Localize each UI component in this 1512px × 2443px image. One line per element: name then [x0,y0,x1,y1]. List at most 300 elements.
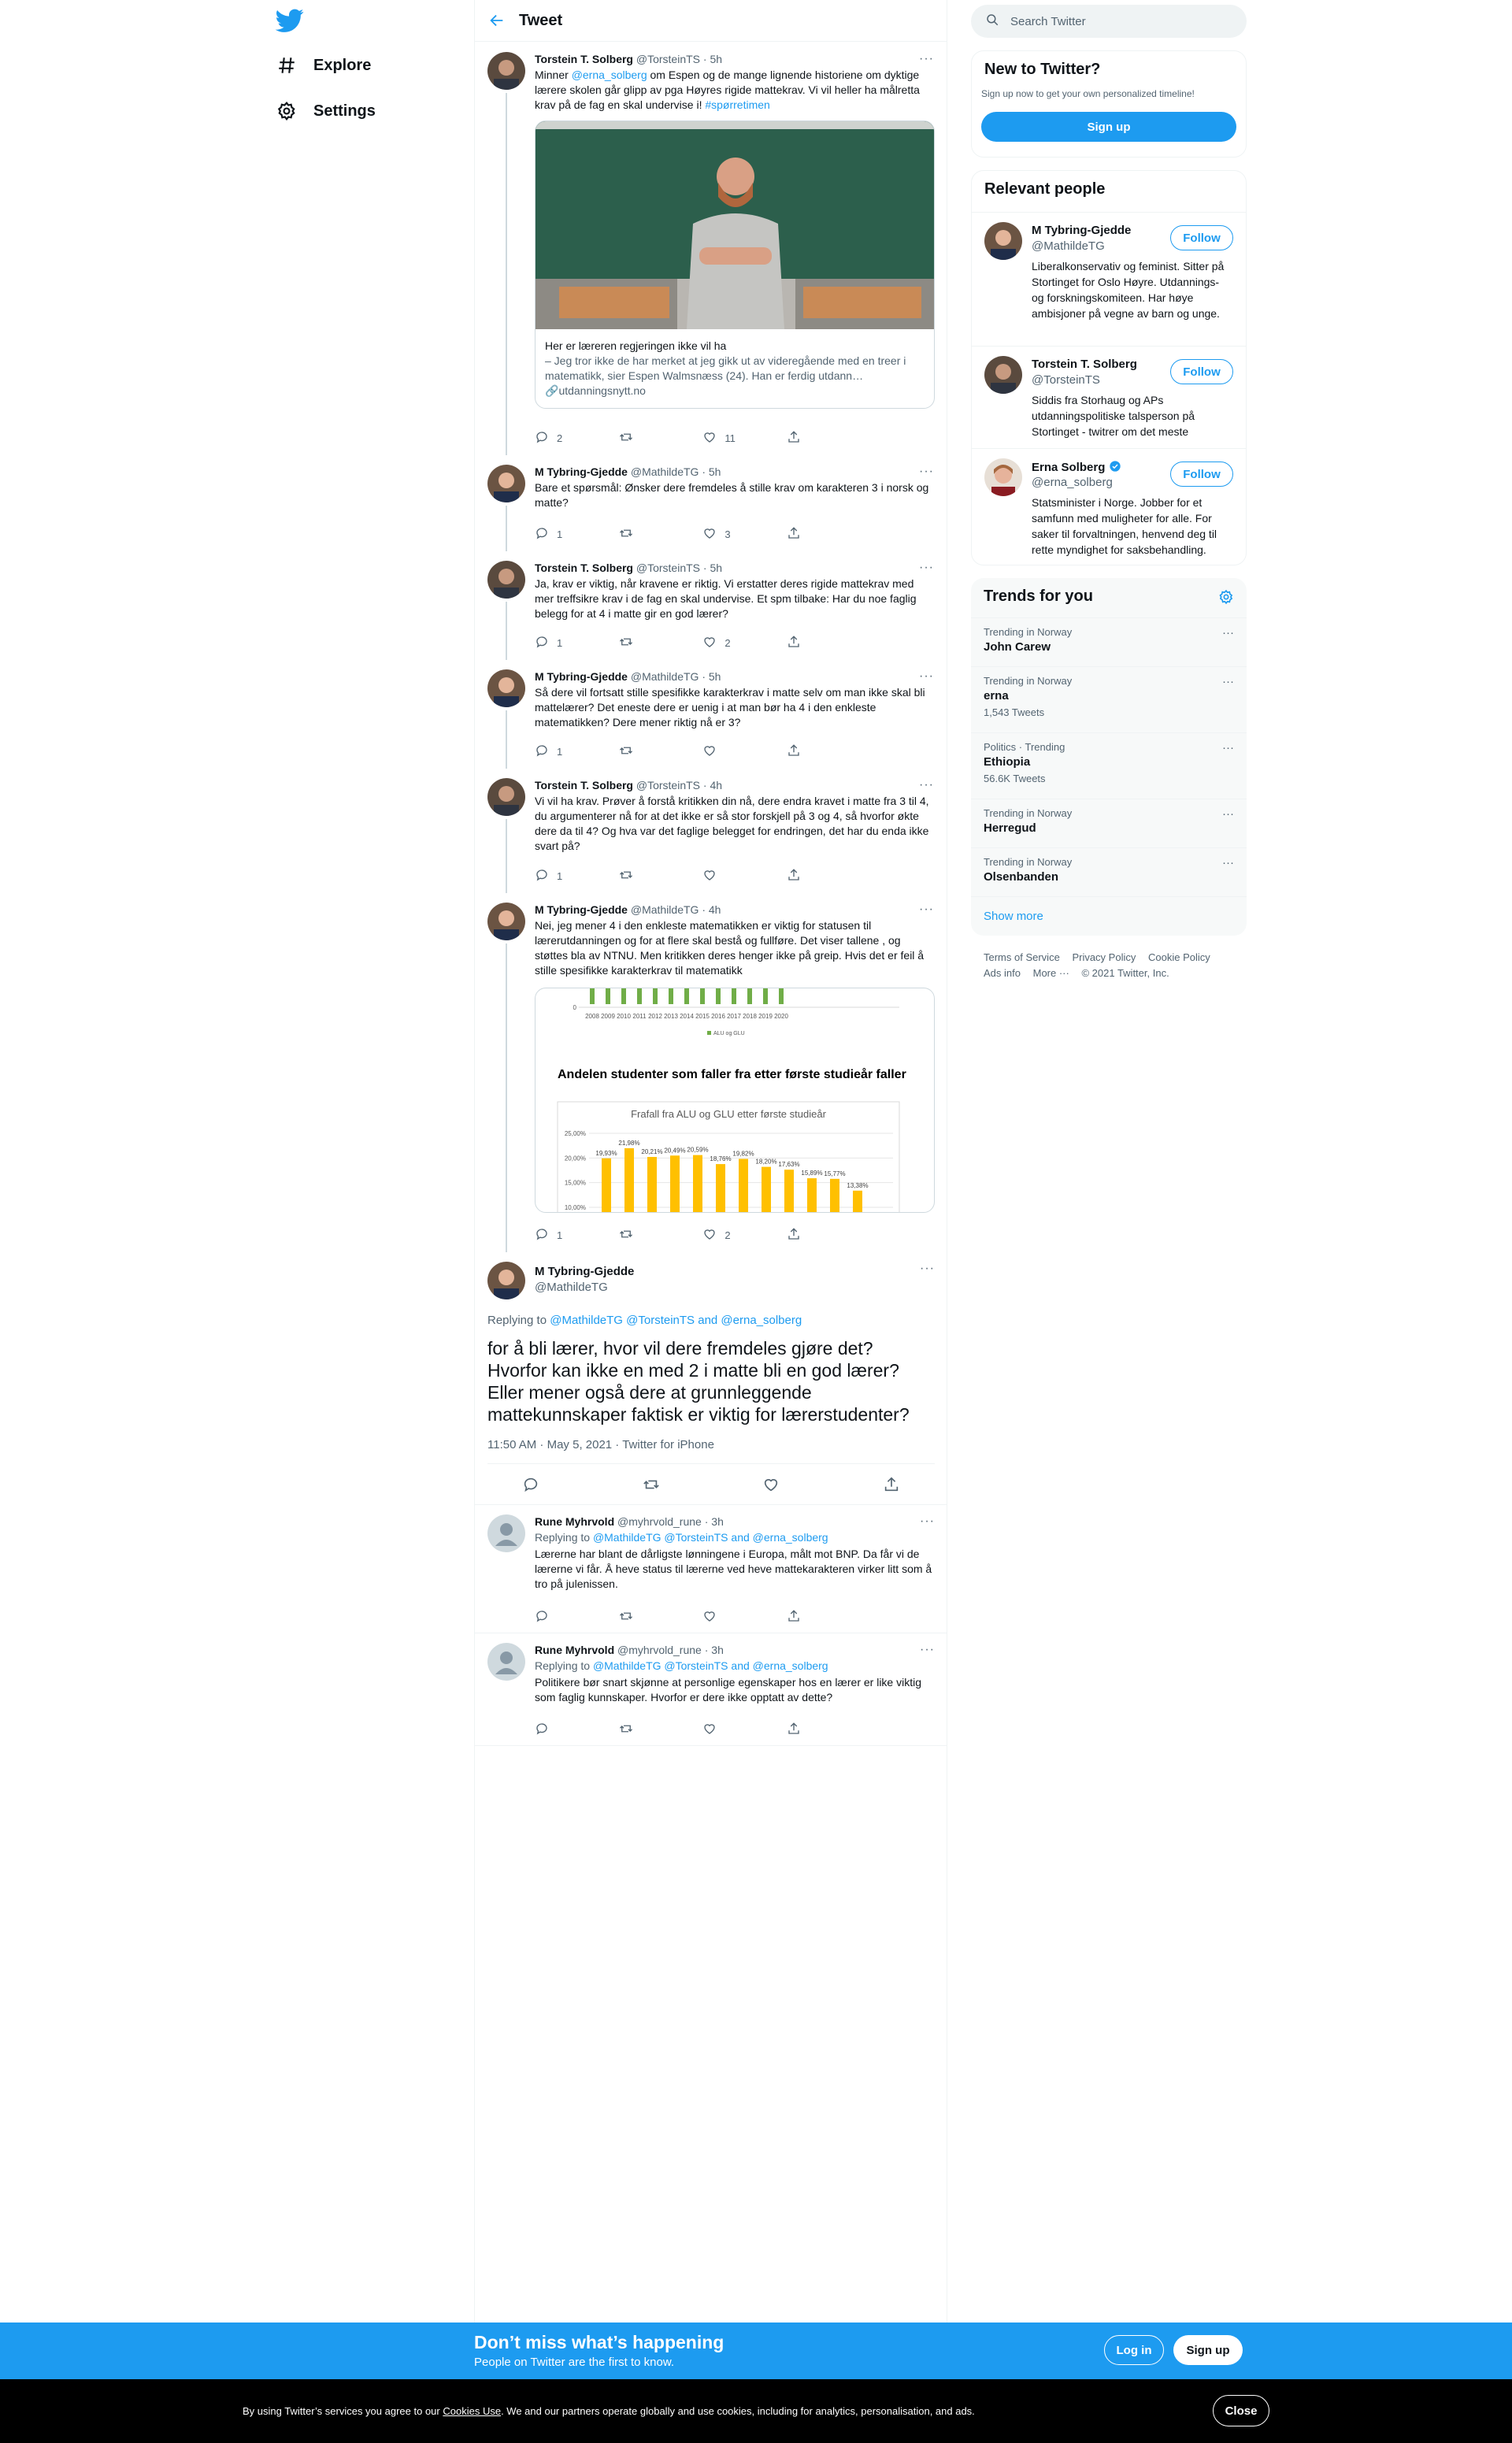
tweet-time[interactable]: 5h [710,562,723,574]
share-icon [787,1609,801,1626]
tweet-body [535,465,935,510]
trend-count: 1,543 Tweets [984,706,1045,718]
chart-title: Frafall fra ALU og GLU etter første studieår [631,1108,826,1120]
author-name[interactable]: M Tybring-Gjedde [535,903,628,916]
top-year-label: 2016 [711,1013,725,1020]
more-icon[interactable]: ··· [919,52,934,65]
top-year-label: 2014 [680,1013,694,1020]
top-zero-label: 0 [573,1004,576,1011]
terms-link[interactable]: Terms of Service [984,951,1060,963]
bar-value-label: 18,76% [710,1155,732,1163]
top-year-label: 2008 [585,1013,599,1020]
share-button[interactable] [787,1722,865,1738]
tweet-actions [535,1227,865,1244]
retweet-button[interactable] [619,430,698,447]
card-description: – Jeg tror ikke de har merket at jeg gikk ut av videregående med en treer i matematikk, sier Espen Walmsnæss (24). Han er ferdig utdann… [545,354,906,382]
top-bar [653,988,658,1004]
bar [853,1191,862,1213]
top-bar [669,988,673,1004]
tweet-time[interactable]: 5h [708,670,721,683]
cookie-link[interactable]: Cookies Use [443,2405,502,2417]
top-bar [621,988,626,1004]
share-button[interactable] [787,868,865,884]
share-button[interactable] [787,430,865,447]
author-handle[interactable]: @TorsteinTS [636,53,700,65]
tweet-header: Rune Myhrvold @myhrvold_rune · 3h [535,1644,724,1656]
tweet-body [535,778,935,854]
top-year-label: 2011 [632,1013,647,1020]
search-icon [985,13,999,31]
heart-icon [702,743,717,760]
top-bar [606,988,610,1004]
bar [784,1170,794,1213]
like-button[interactable]: 2 [702,635,781,651]
privacy-link[interactable]: Privacy Policy [1072,951,1136,963]
tweet-actions [535,430,865,447]
share-icon [787,1227,801,1244]
replying-to: Replying to @MathildeTG @TorsteinTS and @erna_solberg [535,1531,828,1544]
avatar[interactable] [487,1643,525,1681]
focal-actions [522,1476,900,1497]
more-icon[interactable]: ··· [919,903,934,916]
trend-context: Trending in Norway [984,807,1073,819]
bar-value-label: 20,21% [641,1148,663,1156]
signup-button[interactable]: Sign up [981,112,1236,142]
thread-tweet[interactable] [475,769,947,893]
tweet-time[interactable]: 4h [710,779,723,791]
more-icon[interactable]: ··· [919,561,934,574]
bar-value-label: 15,77% [824,1170,846,1177]
more-icon[interactable]: ··· [919,465,934,478]
tweet-text: Politikere bør snart skjønne at personlige egenskaper hos en lærer er like viktig som faglig kunnskaper. Hvorfor er dere ikke opptatt av dette? [535,1676,922,1703]
reply-icon [535,526,549,543]
reply-button[interactable]: 1 [535,743,613,760]
focal-meta[interactable]: 11:50 AM · May 5, 2021 · Twitter for iPhone [487,1438,714,1451]
bottom-bar-title: Don’t miss what’s happening [474,2332,724,2352]
person-handle[interactable]: @erna_solberg [1032,476,1113,489]
avatar[interactable] [487,903,525,940]
share-button[interactable] [787,635,865,651]
trends-title: Trends for you [984,588,1093,605]
bar-value-label: 19,93% [595,1149,617,1157]
thread-tweet[interactable] [475,455,947,551]
author-handle[interactable]: @myhrvold_rune [617,1515,702,1528]
show-more-row[interactable] [971,896,1247,936]
person-bio: Liberalkonservativ og feminist. Sitter på Stortinget for Oslo Høyre. Utdannings- og forskningskomiteen. Har høye ambisjoner på vegne av barn og unge. [1032,260,1225,320]
close-button[interactable]: Close [1213,2395,1269,2426]
relevant-people-title: Relevant people [984,180,1106,198]
top-year-label: 2017 [727,1013,741,1020]
avatar[interactable] [984,458,1022,496]
tweet-actions [535,526,865,543]
heart-icon [702,1722,717,1738]
share-icon [787,1722,801,1738]
login-button[interactable]: Log in [1104,2335,1164,2365]
cookie-text: By using Twitter’s services you agree to our Cookies Use. We and our partners operate globally and use cookies, including for analytics, personalisation, and ads. [243,2405,975,2417]
person-handle[interactable]: @TorsteinTS [1032,373,1100,387]
tweet-text: Nei, jeg mener 4 i den enkleste matematikken er viktig for statusen til lærerutdanningen og for at flere skal bestå og fullføre. Det viser tallene , og støttes bla av NTNU. Men kritikken deres henger ikke på greip. Hvis det er feil å stille spesifikke karakterkrav til matematikk [535,919,925,977]
card-domain: utdanningsnytt.no [558,384,646,397]
like-button[interactable] [702,743,781,760]
more-icon[interactable]: ··· [1222,741,1234,754]
trend-context: Trending in Norway [984,675,1073,687]
nav-settings[interactable] [276,91,376,131]
reply-tweet[interactable] [475,1633,947,1745]
verified-badge-icon [1109,461,1121,474]
reply-icon [535,868,549,884]
reply-button[interactable]: 1 [535,526,613,543]
bar-value-label: 20,59% [687,1146,709,1154]
search-input[interactable]: Search Twitter [1010,14,1086,28]
more-link[interactable]: More ··· [1032,967,1069,979]
share-button[interactable] [787,1609,865,1626]
top-bar [590,988,595,1004]
signup-button[interactable]: Sign up [1173,2335,1243,2365]
thread-line [506,602,507,660]
nav-explore-label: Explore [313,56,372,74]
share-icon [787,743,801,760]
trend-count: 56.6K Tweets [984,773,1046,784]
trend-name: erna [984,689,1009,703]
twitter-logo-icon[interactable] [276,6,304,35]
tweet-text: Vi vil ha krav. Prøver å forstå kritikken din nå, dere endra kravet i matte fra 3 til 4, du argumenterer nå for at det ikke er så stor forskjell på 3 og 4, så hvorfor økte dere da til 4? Og hva var det faglige belegget for endringen, det har du enda ikke svart på? [535,795,929,852]
bar [830,1179,839,1213]
more-icon[interactable]: ··· [1222,675,1234,688]
top-bar [700,988,705,1004]
trend-item[interactable] [971,847,1247,896]
tweet-text: Ja, krav er viktig, når kravene er riktig. Vi erstatter deres rigide mattekrav med mer treffsikre krav i de fag en skal undervise. Et spm tilbake: Har du noe faglig belegg for at 4 i matte gir en god lærer? [535,577,917,620]
tweet-time[interactable]: 5h [710,53,723,65]
reply-icon [535,1227,549,1244]
author-name[interactable]: Torstein T. Solberg [535,779,633,791]
heart-icon [702,526,717,543]
back-arrow-icon[interactable] [475,0,519,42]
bar-value-label: 18,20% [755,1158,777,1166]
retweet-button[interactable] [619,1227,698,1244]
signup-panel [971,50,1247,158]
bar-value-label: 15,89% [801,1170,823,1177]
thread-line [506,710,507,769]
thread-line [506,819,507,893]
author-handle[interactable]: @myhrvold_rune [617,1644,702,1656]
retweet-icon [619,1722,633,1738]
tweet-time[interactable]: 4h [708,903,721,916]
top-chart [573,988,899,1036]
trend-item[interactable] [971,666,1247,732]
bar-value-label: 19,82% [732,1150,754,1158]
focal-tweet [475,1252,947,1504]
top-bar [763,988,768,1004]
reply-button[interactable]: 1 [535,868,613,884]
reply-button[interactable] [535,1609,613,1626]
top-bar [637,988,642,1004]
more-icon[interactable]: ··· [1222,807,1234,821]
top-year-label: 2015 [695,1013,710,1020]
retweet-icon [619,1609,633,1626]
y-tick-label: 10,00% [564,1204,586,1211]
gear-icon [276,100,298,122]
bar [693,1155,702,1213]
heart-icon [702,1227,717,1244]
relevant-people-panel [971,170,1247,565]
person-card[interactable] [972,212,1246,346]
bar-value-label: 20,49% [664,1147,686,1155]
follow-button[interactable]: Follow [1170,359,1233,384]
reply-icon [535,430,549,447]
tweet-actions [535,635,865,651]
trend-context: Politics · Trending [984,741,1065,753]
thread-tweet[interactable] [475,893,947,1252]
heart-icon [702,1609,717,1626]
settings-gear-icon[interactable] [1218,589,1234,609]
author-handle[interactable]: @MathildeTG [535,1281,608,1294]
author-name[interactable]: Torstein T. Solberg [535,562,633,574]
reply-icon[interactable] [522,1476,539,1497]
like-button[interactable]: 11 [702,430,781,447]
bar [762,1167,771,1213]
mention-link[interactable]: @erna_solberg [571,69,647,81]
tweet-time[interactable]: 3h [711,1644,724,1656]
heart-icon[interactable] [762,1476,780,1497]
retweet-icon [619,526,633,543]
y-tick-label: 25,00% [564,1130,586,1137]
bottom-bar [0,2323,1512,2379]
bar-value-label: 21,98% [618,1139,640,1147]
author-handle[interactable]: @MathildeTG [630,670,699,683]
heart-icon [702,430,717,447]
trend-name: Ethiopia [984,755,1031,769]
author-name[interactable]: M Tybring-Gjedde [535,670,628,683]
retweet-button[interactable] [619,1609,698,1626]
legend-label: ALU og GLU [713,1031,745,1036]
share-button[interactable] [787,526,865,543]
tweet-header: Torstein T. Solberg @TorsteinTS · 4h [535,779,723,791]
tweet-body [535,903,935,1213]
top-year-label: 2012 [648,1013,662,1020]
thread-tweet[interactable] [475,551,947,660]
tweet-header: Torstein T. Solberg @TorsteinTS · 5h [535,562,723,574]
retweet-button[interactable] [619,635,698,651]
avatar[interactable] [487,561,525,599]
tweet-actions [535,868,865,884]
y-tick-label: 15,00% [564,1179,586,1187]
avatar[interactable] [984,356,1022,394]
hashtag-link[interactable]: #spørretimen [705,98,770,111]
author-handle[interactable]: @MathildeTG [630,903,699,916]
chart-image[interactable] [535,988,935,1213]
retweet-button[interactable] [619,743,698,760]
heart-icon [702,635,717,651]
show-more-link[interactable]: Show more [984,910,1043,923]
trend-context: Trending in Norway [984,626,1073,638]
thread-tweet[interactable] [475,43,947,455]
person-bio: Statsminister i Norge. Jobber for et samfunn med muligheter for alle. For saker til forvaltningen, henvend deg til rette myndighet for saksbehandling. [1032,496,1217,556]
more-icon[interactable]: ··· [1222,856,1234,869]
person-name[interactable]: M Tybring-Gjedde [1032,224,1132,237]
top-bar [684,988,689,1004]
tweet-header: Rune Myhrvold @myhrvold_rune · 3h [535,1515,724,1528]
person-name[interactable]: Torstein T. Solberg [1032,358,1137,371]
cookie-link[interactable]: Cookie Policy [1147,951,1210,963]
reply-button[interactable] [535,1722,613,1738]
divider [487,1463,935,1464]
tweet-header: Torstein T. Solberg @TorsteinTS · 5h [535,53,723,65]
follow-button[interactable]: Follow [1170,225,1233,250]
thread-tweet[interactable] [475,660,947,769]
share-icon [787,635,801,651]
signup-title: New to Twitter? [984,61,1101,78]
top-year-label: 2013 [664,1013,678,1020]
replying-to: Replying to @MathildeTG @TorsteinTS and @erna_solberg [487,1314,802,1327]
thread-line [506,943,507,1252]
tweet-body [535,1643,935,1705]
avatar[interactable] [487,1514,525,1552]
retweet-icon [619,635,633,651]
ads-info-link[interactable]: Ads info [984,967,1021,979]
thread-line [506,506,507,551]
tweet-actions [535,1722,865,1738]
bar [716,1164,725,1213]
tweet-text: Bare et spørsmål: Ønsker dere fremdeles å stille krav om karakteren 3 i norsk og matte? [535,481,929,509]
top-year-label: 2010 [617,1013,631,1020]
bar [807,1178,817,1213]
like-button[interactable] [702,1609,781,1626]
like-button[interactable]: 2 [702,1227,781,1244]
retweet-icon[interactable] [643,1476,660,1497]
tweet-actions [535,743,865,760]
share-button[interactable] [787,743,865,760]
card-image [536,121,934,329]
retweet-button[interactable] [619,526,698,543]
retweet-icon [619,1227,633,1244]
share-icon [787,526,801,543]
person-name[interactable]: Erna Solberg [1032,460,1121,474]
legend-swatch [707,1031,711,1035]
top-year-label: 2009 [601,1013,615,1020]
avatar[interactable] [487,778,525,816]
copyright: © 2021 Twitter, Inc. [1081,967,1169,979]
thread-line [506,93,507,455]
tweet-actions [535,1609,865,1626]
author-handle[interactable]: @MathildeTG [630,465,699,478]
tweet-body [535,52,935,409]
more-icon[interactable]: ··· [1222,626,1234,639]
trend-name: Herregud [984,821,1036,835]
author-handle[interactable]: @TorsteinTS [636,562,700,574]
bar [602,1158,611,1213]
tweet-time[interactable]: 3h [711,1515,724,1528]
avatar[interactable] [487,52,525,90]
more-icon[interactable]: ··· [919,669,934,683]
retweet-button[interactable] [619,1722,698,1738]
link-icon: 🔗 [545,384,559,397]
author-handle[interactable]: @TorsteinTS [636,779,700,791]
top-year-label: 2018 [743,1013,757,1020]
top-bar [732,988,736,1004]
share-icon[interactable] [883,1476,900,1497]
tweet-body [535,561,935,621]
trends-panel [971,578,1247,936]
chart-svg [536,988,935,1213]
trend-item[interactable] [971,617,1247,666]
avatar[interactable] [487,669,525,707]
retweet-button[interactable] [619,868,698,884]
top-bar [779,988,784,1004]
reply-icon [535,1609,549,1626]
reply-icon [535,743,549,760]
author-name[interactable]: Rune Myhrvold [535,1515,615,1528]
more-icon[interactable]: ··· [920,1514,935,1528]
author-name[interactable]: M Tybring-Gjedde [535,1265,635,1278]
link-card[interactable] [535,120,935,409]
trend-name: Olsenbanden [984,870,1059,884]
like-button[interactable] [702,1722,781,1738]
hashtag-icon [276,54,298,76]
more-icon[interactable]: ··· [920,1262,935,1275]
person-card[interactable] [972,448,1246,565]
author-name[interactable]: Rune Myhrvold [535,1644,615,1656]
tweet-text: Minner @erna_solberg om Espen og de mange lignende historiene om dyktige lærere skolen går glipp av pga Høyres rigide mattekrav. Vi vil heller ha målretta krav på de fag en skal undervise i! #spørretimen [535,69,920,111]
cookie-bar [0,2379,1512,2443]
top-year-label: 2020 [774,1013,788,1020]
more-icon[interactable]: ··· [920,1643,935,1656]
retweet-icon [619,868,633,884]
reply-tweet[interactable] [475,1505,947,1633]
tweet-body [535,669,935,730]
tweet-text: Lærerne har blant de dårligste lønningene i Europa, målt mot BNP. Da får vi de lærerne vi får. Å heve status til lærerne ved heve mattekarakteren virker litt som å tro på julenissen. [535,1548,932,1590]
person-handle[interactable]: @MathildeTG [1032,239,1105,253]
top-bar [747,988,752,1004]
main-column [474,0,947,2443]
reply-button[interactable]: 1 [535,1227,613,1244]
signup-subtitle: Sign up now to get your own personalized timeline! [981,88,1195,99]
bar [670,1155,680,1213]
more-icon[interactable]: ··· [919,778,934,791]
main-header [475,0,947,42]
author-name[interactable]: M Tybring-Gjedde [535,465,628,478]
like-button[interactable] [702,868,781,884]
trend-item[interactable] [971,799,1247,847]
card-text [536,329,934,408]
follow-button[interactable]: Follow [1170,462,1233,487]
like-button[interactable]: 3 [702,526,781,543]
bottom-bar-subtitle: People on Twitter are the first to know. [474,2356,675,2369]
share-button[interactable] [787,1227,865,1244]
reply-button[interactable]: 1 [535,635,613,651]
author-name[interactable]: Torstein T. Solberg [535,53,633,65]
avatar[interactable] [487,465,525,502]
trend-context: Trending in Norway [984,856,1073,868]
person-card[interactable] [972,346,1246,448]
tweet-header: M Tybring-Gjedde @MathildeTG · 5h [535,465,721,478]
search-box[interactable] [971,5,1247,38]
reply-button[interactable]: 2 [535,430,613,447]
bar [624,1148,634,1213]
replying-to-links[interactable]: @MathildeTG @TorsteinTS and @erna_solberg [550,1314,802,1327]
avatar[interactable] [984,222,1022,260]
avatar[interactable] [487,1262,525,1299]
divider [475,1745,947,1746]
bar [739,1158,748,1213]
page-title: Tweet [519,11,563,29]
y-tick-label: 20,00% [564,1155,586,1162]
nav-explore[interactable] [276,46,371,85]
tweet-time[interactable]: 5h [708,465,721,478]
top-bar [716,988,721,1004]
tweet-header: M Tybring-Gjedde @MathildeTG · 4h [535,903,721,916]
trend-item[interactable] [971,732,1247,799]
tweet-header: M Tybring-Gjedde @MathildeTG · 5h [535,670,721,683]
